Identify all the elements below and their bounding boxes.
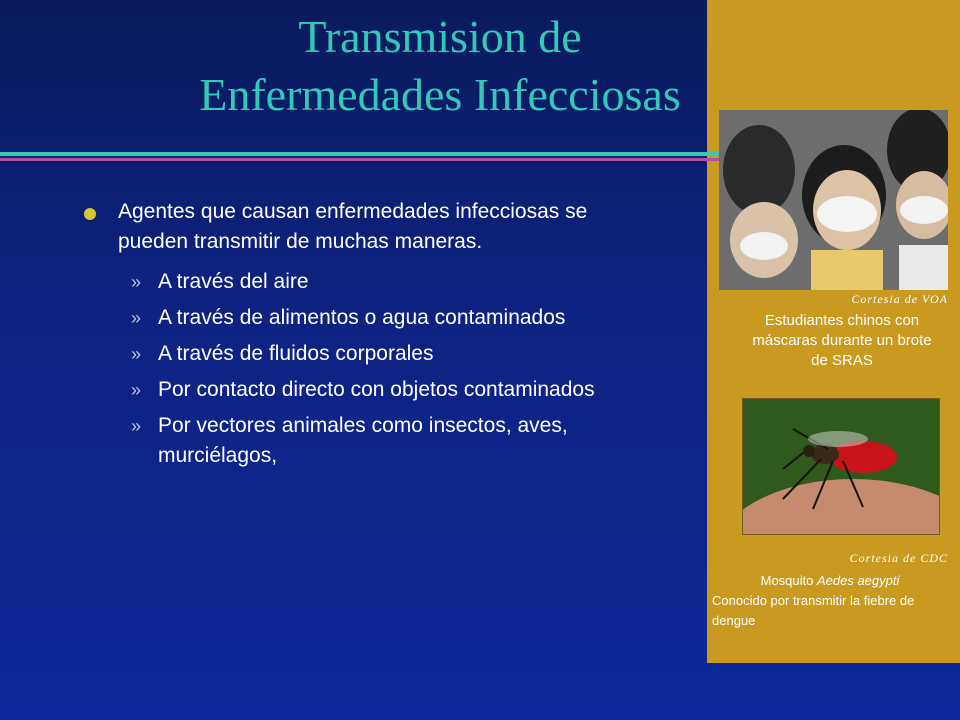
photo2-caption-prefix: Mosquito <box>760 573 817 588</box>
list-item <box>84 339 644 369</box>
bullet-dot-icon <box>84 208 96 220</box>
photo1-caption: Estudiantes chinos con máscaras durante un brote de SRAS <box>752 312 932 369</box>
photo2-caption-species-name: Aedes aegypti <box>816 573 900 588</box>
list-item-text: Por vectores animales como insectos, aves, murciélagos, <box>158 414 568 467</box>
list-item-text: A través de fluidos corporales <box>158 342 434 365</box>
list-item-text: A través de alimentos o agua contaminados <box>158 306 566 329</box>
list-item <box>84 411 644 471</box>
students-photo-illustration <box>719 110 948 290</box>
list-item <box>84 267 644 297</box>
bullet-content <box>84 197 644 477</box>
mosquito-illustration <box>743 399 939 534</box>
slide-title <box>60 8 820 124</box>
chevron-right-icon: » <box>131 272 142 292</box>
photo1-credit: Cortesia de VOA <box>851 292 948 306</box>
mosquito-photo <box>742 398 940 535</box>
chevron-right-icon: » <box>131 308 142 328</box>
main-bullet-text: Agentes que causan enfermedades infecciosas se pueden transmitir de muchas maneras. <box>118 200 588 253</box>
photo2-caption-detail: Conocido por transmitir la fiebre de dengue <box>712 593 915 628</box>
title-rule-purple <box>0 158 720 161</box>
main-bullet <box>84 197 644 257</box>
title-rule-teal <box>0 152 720 156</box>
list-item <box>84 303 644 333</box>
photo2-credit: Cortesia de CDC <box>849 551 948 565</box>
chevron-right-icon: » <box>131 416 142 436</box>
title-line-1: Transmision de <box>298 11 582 62</box>
photo2-caption-species <box>712 571 948 591</box>
title-line-2: Enfermedades Infecciosas <box>199 69 681 120</box>
list-item-text: Por contacto directo con objetos contaminados <box>158 378 595 401</box>
list-item-text: A través del aire <box>158 270 309 293</box>
transmission-methods-list <box>84 267 644 471</box>
list-item <box>84 375 644 405</box>
chevron-right-icon: » <box>131 380 142 400</box>
students-masks-photo <box>719 110 948 290</box>
chevron-right-icon: » <box>131 344 142 364</box>
